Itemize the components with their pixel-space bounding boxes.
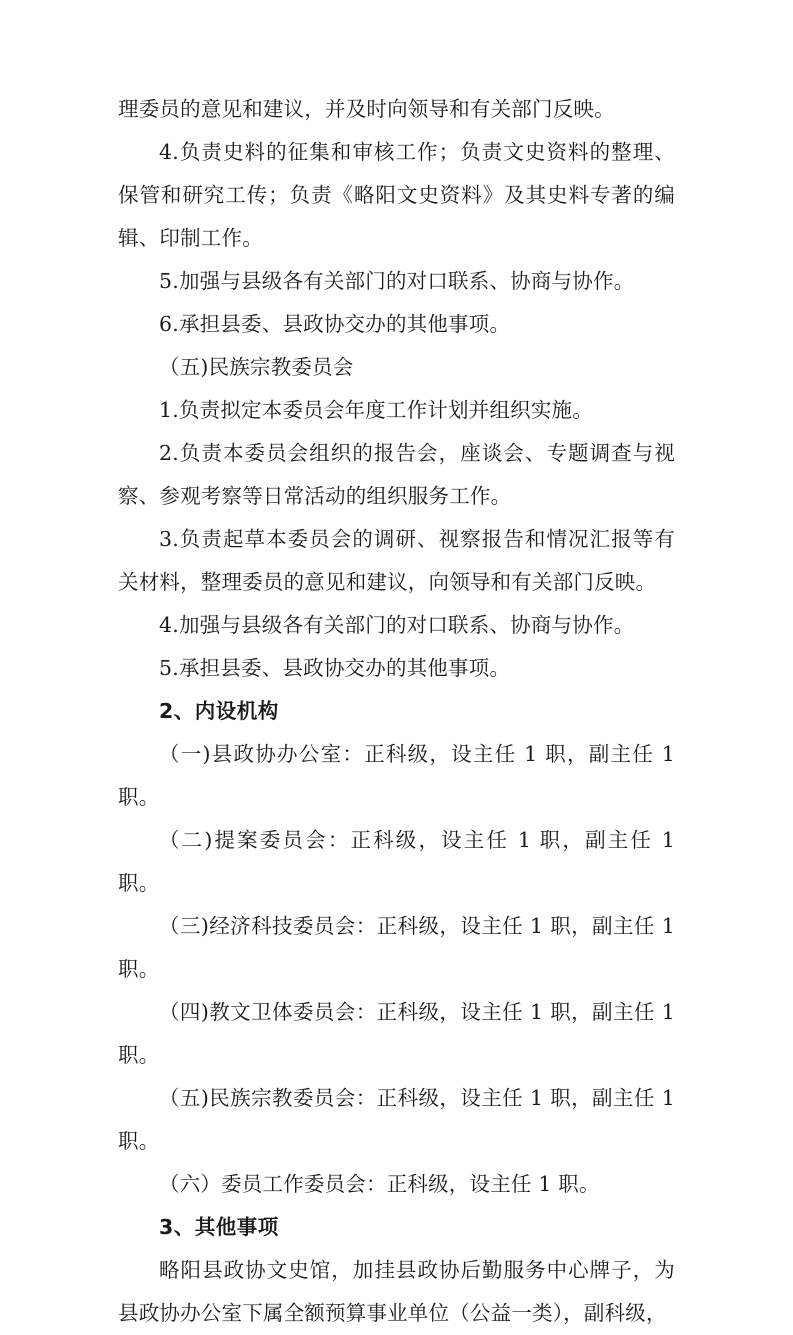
list-item: （四)教文卫体委员会：正科级，设主任 1 职，副主任 1 职。	[118, 1000, 675, 1067]
paragraph: 4.加强与县级各有关部门的对口联系、协商与协作。	[159, 613, 635, 637]
list-item: （二)提案委员会：正科级，设主任 1 职，副主任 1 职。	[118, 828, 675, 895]
paragraph: 3.负责起草本委员会的调研、视察报告和情况汇报等有关材料，整理委员的意见和建议，向领导和有关部门反映。	[118, 527, 675, 594]
section-heading-internal-organs: 2、内设机构	[159, 699, 279, 723]
list-item: （三)经济科技委员会：正科级，设主任 1 职，副主任 1 职。	[118, 914, 675, 981]
paragraph: 略阳县政协文史馆，加挂县政协后勤服务中心牌子，为县政协办公室下属全额预算事业单位（公益一类），副科级，	[118, 1258, 675, 1325]
list-item: （六）委员工作委员会：正科级，设主任 1 职。	[159, 1172, 600, 1196]
list-item: （一)县政协办公室：正科级，设主任 1 职，副主任 1 职。	[118, 742, 675, 809]
section-heading-other-matters: 3、其他事项	[159, 1215, 279, 1239]
paragraph: 5.加强与县级各有关部门的对口联系、协商与协作。	[159, 269, 635, 293]
paragraph: 理委员的意见和建议，并及时向领导和有关部门反映。	[118, 97, 615, 121]
document-body	[118, 88, 675, 1335]
paragraph: 5.承担县委、县政协交办的其他事项。	[159, 656, 511, 680]
paragraph: 2.负责本委员会组织的报告会，座谈会、专题调查与视察、参观考察等日常活动的组织服务工作。	[118, 441, 675, 508]
list-item: （五)民族宗教委员会：正科级，设主任 1 职，副主任 1 职。	[118, 1086, 675, 1153]
paragraph: 6.承担县委、县政协交办的其他事项。	[159, 312, 511, 336]
section-heading-five: （五)民族宗教委员会	[159, 355, 354, 379]
paragraph: 4.负责史料的征集和审核工作；负责文史资料的整理、保管和研究工传；负责《略阳文史资料》及其史料专著的编辑、印制工作。	[118, 140, 675, 250]
paragraph: 1.负责拟定本委员会年度工作计划并组织实施。	[159, 398, 593, 422]
